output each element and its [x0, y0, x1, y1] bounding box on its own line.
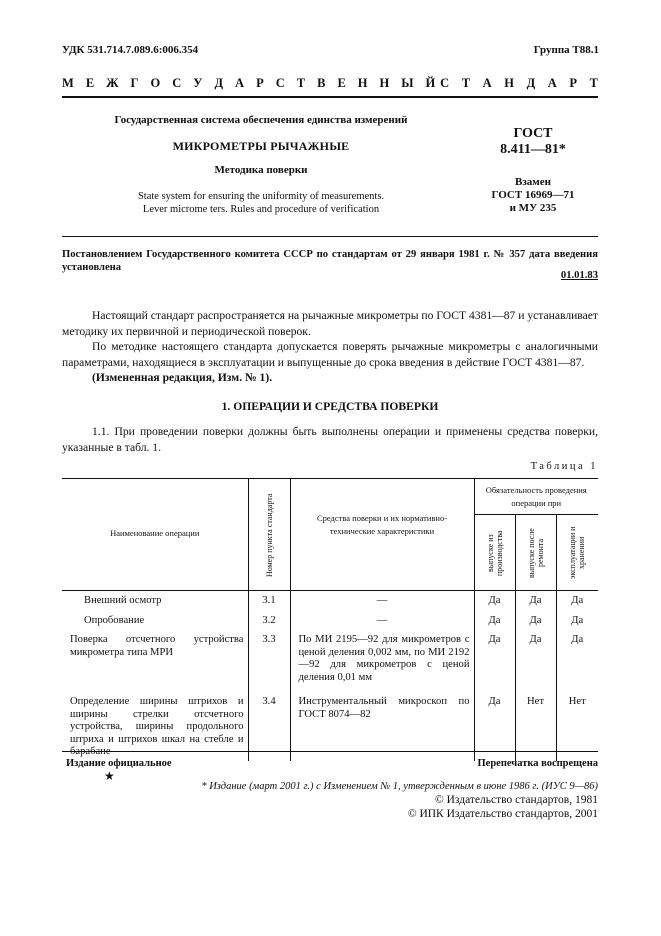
banner-letter: Е [337, 76, 346, 90]
row-4-operation: Нет [568, 696, 586, 707]
row-4-means: Инструментальный микроскоп по ГОСТ 8074—82 [298, 696, 470, 720]
intro-section [62, 308, 598, 386]
edition-note: * Издание (март 2001 г.) с Изменением № 1, утвержденным в июне 1986 г. (ИУС 9—86) [201, 781, 598, 792]
row-2-name: Опробование [84, 614, 145, 626]
banner-letter: О [150, 76, 161, 90]
gost-number: 8.411—81* [500, 142, 566, 157]
header-release: выпуске из производства [485, 530, 504, 576]
banner-letter: Н [357, 76, 368, 90]
banner-letter: Е [85, 76, 95, 90]
banner-letter: Т [296, 76, 306, 90]
banner-word-interstate [62, 76, 435, 91]
table-row [62, 591, 598, 613]
document-title: МИКРОМЕТРЫ РЫЧАЖНЫЕ [172, 139, 350, 153]
row-2-repair: Да [529, 614, 542, 626]
banner-letter: С [440, 76, 450, 90]
banner-letter: А [547, 76, 557, 90]
document-subtitle: Методика поверки [214, 164, 308, 176]
row-3-means: По МИ 2195—92 для микрометров с ценой деления 0,002 мм, по МИ 2192—92 для микрометров с ценой деления 0,01 мм [298, 634, 470, 683]
star-icon: ★ [104, 769, 115, 783]
banner-letter: Д [526, 76, 536, 90]
row-3-repair: Да [529, 634, 542, 645]
table-row [62, 632, 598, 694]
banner-letter: А [482, 76, 492, 90]
banner-letter: В [317, 76, 326, 90]
header-operation-name: Наименование операции [110, 528, 200, 539]
banner-letter: Т [461, 76, 471, 90]
system-title: Государственная система обеспечения единства измерений [114, 114, 408, 126]
row-4-name: Определение ширины штрихов и ширины стрелки отсчетного устройства, ширины продольного штриха и штрихов шкал на стебле и барабане [70, 696, 244, 757]
row-4-release: Да [488, 696, 501, 707]
row-2-means: — [376, 614, 388, 626]
banner-letter: Н [504, 76, 514, 90]
copyright-1981: © Издательство стандартов, 1981 [434, 794, 598, 806]
banner-letter: Г [130, 76, 139, 90]
banner-letter: М [62, 76, 74, 90]
banner-letter: Р [256, 76, 264, 90]
english-title-line2: Lever microme ters. Rules and procedure of verification [142, 204, 380, 215]
section-1-body [62, 424, 598, 455]
banner-letter: А [235, 76, 245, 90]
banner-letter: Ж [106, 76, 119, 90]
copyright-2001: © ИПК Издательство стандартов, 2001 [407, 808, 598, 820]
operations-table [62, 478, 598, 761]
banner-letter: Й [425, 76, 436, 90]
official-edition: Издание официальное [66, 758, 172, 769]
header-repair: выпуске после ремонта [526, 528, 545, 578]
row-1-means: — [376, 595, 388, 606]
row-1-clause: 3.1 [262, 595, 276, 606]
banner-letter: Т [589, 76, 598, 90]
row-1-name: Внешний осмотр [84, 595, 162, 606]
row-3-clause: 3.3 [262, 634, 276, 645]
header-operation: эксплуатации и хранении [568, 526, 587, 580]
header-clause-number: Номер пункта стандарта [264, 492, 274, 577]
replaces-mu: и МУ 235 [509, 202, 557, 214]
udk-code: УДК 531.714.7.089.6:006.354 [62, 44, 199, 56]
replaces-label: Взамен [515, 176, 551, 188]
banner-letter: С [275, 76, 285, 90]
banner-letter: Ы [401, 76, 414, 90]
header-verification-means: Средства поверки и их нормативно-технические характеристики [316, 513, 448, 536]
amendment-note: (Измененная редакция, Изм. № 1). [92, 371, 273, 384]
banner-rule [62, 96, 598, 98]
clause-1-1: 1.1. При проведении поверки должны быть выполнены операции и применены средства поверки, указанные в табл. 1. [62, 425, 598, 454]
row-2-operation: Да [571, 614, 584, 626]
banner-letter: У [193, 76, 203, 90]
decree-text: Постановлением Государственного комитета СССР по стандартам от 29 января 1981 г. № 357 дата введения установлена [62, 249, 598, 273]
header-mandatory: Обязательность проведения операции при [485, 485, 587, 508]
row-3-operation: Да [571, 634, 584, 645]
row-3-name: Поверка отсчетного устройства микрометра типа МРИ [70, 634, 244, 658]
decree-date: 01.01.83 [560, 270, 598, 281]
table-caption: Таблица 1 [530, 461, 598, 472]
row-4-repair: Нет [527, 696, 544, 707]
table-row [62, 613, 598, 633]
section-1-heading: 1. ОПЕРАЦИИ И СРЕДСТВА ПОВЕРКИ [221, 400, 439, 413]
row-2-clause: 3.2 [262, 614, 276, 626]
row-4-clause: 3.4 [262, 696, 276, 707]
gost-label: ГОСТ [513, 126, 553, 141]
intro-paragraph-1: Настоящий стандарт распространяется на рычажные микрометры по ГОСТ 4381—87 и устанавливает методику их первичной и периодической поверок. [62, 309, 598, 338]
row-1-operation: Да [571, 595, 584, 606]
replaces-gost: ГОСТ 16969—71 [491, 189, 575, 201]
row-2-release: Да [488, 614, 501, 626]
row-3-release: Да [488, 634, 501, 645]
header-rule [62, 236, 598, 237]
intro-paragraph-2: По методике настоящего стандарта допускается поверять рычажные микрометры с аналогичными параметрами, находящиеся в эксплуатации и выпущенные до срока введения в действие ГОСТ 4381—87. [62, 340, 598, 369]
banner-letter: Н [379, 76, 390, 90]
row-1-repair: Да [529, 595, 542, 606]
footer-rule [62, 751, 598, 752]
banner-letter: Д [214, 76, 224, 90]
reprint-prohibited: Перепечатка воспрещена [477, 758, 598, 769]
standard-banner [62, 76, 598, 91]
banner-letter: Р [569, 76, 578, 90]
banner-word-standard [440, 76, 598, 91]
banner-letter: С [172, 76, 182, 90]
row-1-release: Да [488, 595, 501, 606]
english-title-line1: State system for ensuring the uniformity of measurements. [137, 191, 385, 202]
group-code: Группа Т88.1 [533, 44, 599, 56]
